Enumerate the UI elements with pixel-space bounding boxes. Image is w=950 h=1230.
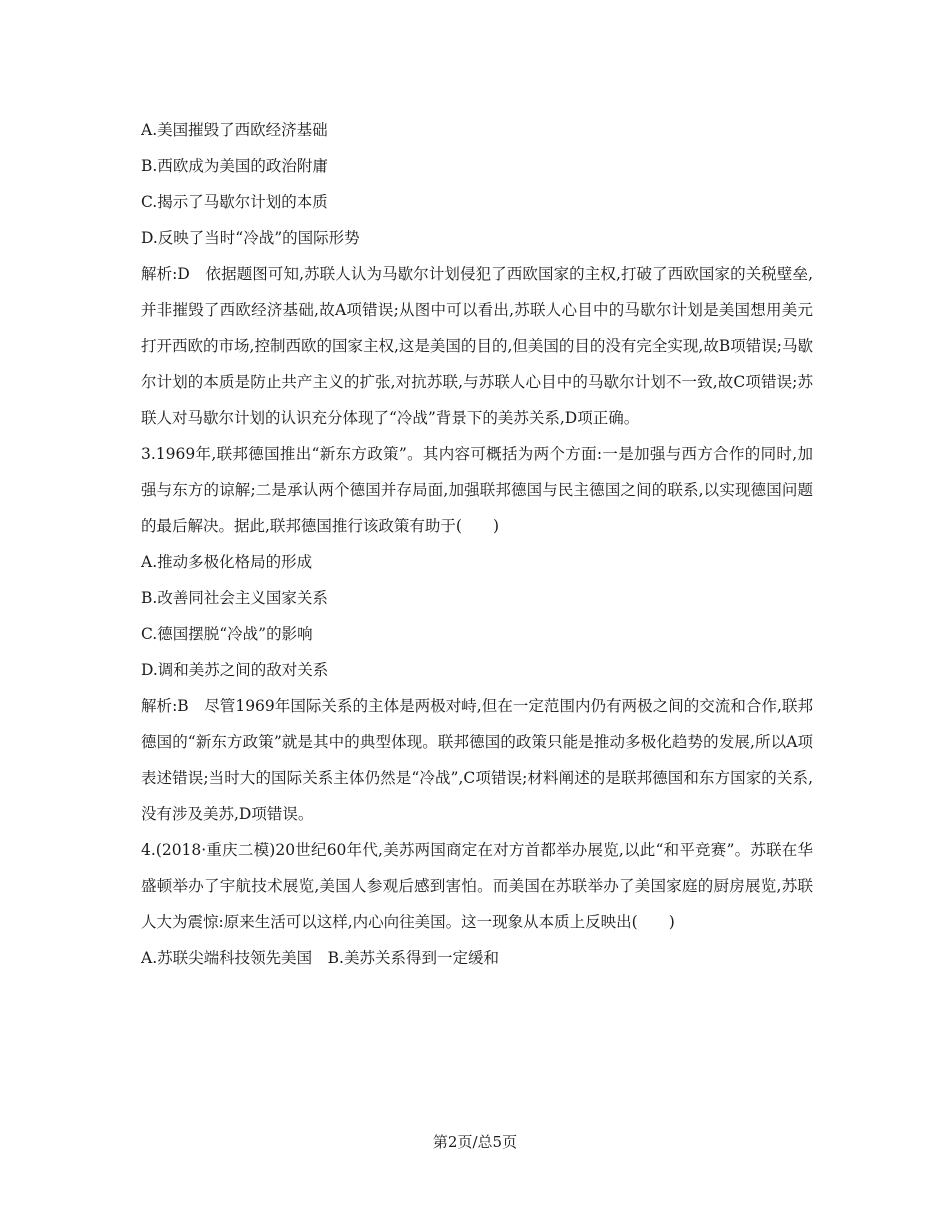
q2-option-c: C.揭示了马歇尔计划的本质 (141, 193, 328, 211)
document-page (141, 112, 813, 976)
q4-options-ab: A.苏联尖端科技领先美国 B.美苏关系得到一定缓和 (141, 949, 499, 967)
q3-stem: 3.1969年,联邦德国推出“新东方政策”。其内容可概括为两个方面:一是加强与西方合作的同时,加强与东方的谅解;二是承认两个德国并存局面,加强联邦德国与民主德国之间的联系,以实现德国问题的最后解决。据此,联邦德国推行该政策有助于( ) (141, 445, 813, 535)
q3-option-d: D.调和美苏之间的敌对关系 (141, 661, 329, 679)
q3-option-c: C.德国摆脱“冷战”的影响 (141, 625, 313, 643)
q2-analysis: 解析:D 依据题图可知,苏联人认为马歇尔计划侵犯了西欧国家的主权,打破了西欧国家的关税壁垒,并非摧毁了西欧经济基础,故A项错误;从图中可以看出,苏联人心目中的马歇尔计划是美国想用美元打开西欧的市场,控制西欧的国家主权,这是美国的目的,但美国的目的没有完全实现,故B项错误;马歇尔计划的本质是防止共产主义的扩张,对抗苏联,与苏联人心目中的马歇尔计划不一致,故C项错误;苏联人对马歇尔计划的认识充分体现了“冷战”背景下的美苏关系,D项正确。 (141, 265, 813, 427)
q3-analysis: 解析:B 尽管1969年国际关系的主体是两极对峙,但在一定范围内仍有两极之间的交流和合作,联邦德国的“新东方政策”就是其中的典型体现。联邦德国的政策只能是推动多极化趋势的发展,所以A项表述错误;当时大的国际关系主体仍然是“冷战”,C项错误;材料阐述的是联邦德国和东方国家的关系,没有涉及美苏,D项错误。 (141, 697, 813, 823)
page-footer: 第2页/总5页 (432, 1133, 518, 1151)
q4-stem: 4.(2018·重庆二模)20世纪60年代,美苏两国商定在对方首都举办展览,以此“和平竞赛”。苏联在华盛顿举办了宇航技术展览,美国人参观后感到害怕。而美国在苏联举办了美国家庭的厨房展览,苏联人大为震惊:原来生活可以这样,内心向往美国。这一现象从本质上反映出( ) (141, 841, 813, 931)
q2-option-d: D.反映了当时“冷战”的国际形势 (141, 229, 360, 247)
q3-option-b: B.改善同社会主义国家关系 (141, 589, 328, 607)
q3-option-a: A.推动多极化格局的形成 (141, 553, 313, 571)
q2-option-a: A.美国摧毁了西欧经济基础 (141, 121, 328, 139)
q2-option-b: B.西欧成为美国的政治附庸 (141, 157, 328, 175)
